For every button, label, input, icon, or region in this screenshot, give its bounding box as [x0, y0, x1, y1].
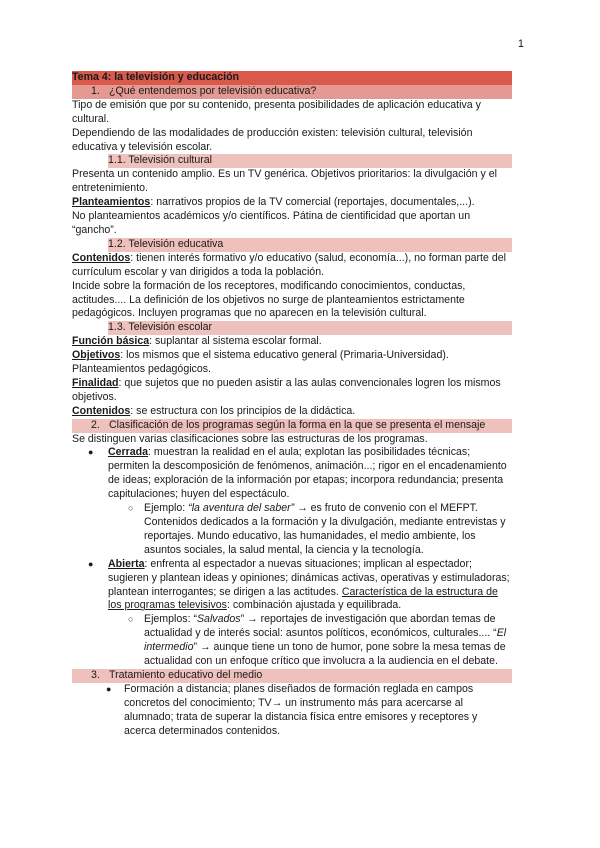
finalidad-text: : que sujetos que no pueden asistir a las aulas convencionales logren los mismos objetivos. — [72, 376, 501, 403]
term-funcion-basica: Función básica — [72, 335, 150, 348]
objetivos-text: : los mismos que el sistema educativo general (Primaria-Universidad). Planteamientos pedagógicos. — [72, 349, 449, 376]
subsection-1-3-paragraph-3 — [72, 377, 512, 405]
section-1-heading — [72, 85, 512, 99]
subsection-1-1-heading — [108, 154, 512, 168]
section-2-title: Clasificación de los programas según la forma en la que se presenta el mensaje — [109, 418, 486, 431]
list-item-cerrada — [72, 446, 512, 502]
bullet-circle-icon: ○ — [128, 614, 134, 625]
term-contenidos-escolar: Contenidos — [72, 404, 131, 417]
list-item-example-aventura — [72, 502, 512, 558]
subsection-1-1-paragraph-3: No planteamientos académicos y/o científicos. Pátina de cientificidad que aportan un “gancho”. — [72, 210, 471, 236]
planteamientos-text: : narrativos propios de la TV comercial (reportajes, documentales,...). — [150, 196, 475, 209]
contenidos-escolar-text: : se estructura con los principios de la didáctica. — [130, 404, 356, 417]
document-body — [72, 71, 512, 739]
abierta-text: : enfrenta al espectador a nuevas situaciones; implican al espectador; sugieren y plantean ideas y opiniones; dinámicas activas, operativas y estimuladoras; plantean interrogantes; se dirigen a las actitudes. — [108, 557, 510, 598]
bullet-circle-icon: ○ — [128, 503, 134, 514]
example-title-salvados: Salvados — [196, 613, 241, 626]
section-1-paragraph-1: Tipo de emisión que por su contenido, presenta posibilidades de aplicación educativa y cultural. — [72, 98, 481, 125]
bullet-dot-icon: ● — [88, 558, 94, 569]
subsection-1-1-paragraph-2 — [72, 196, 512, 210]
bullet-dot-icon: ● — [88, 447, 94, 458]
term-finalidad: Finalidad — [72, 376, 119, 389]
example-intermedio-text: ” → aunque tiene un tono de humor, pone sobre la mesa temas de actualidad con un enfoque crítico que involucra a la audiencia en el debate. — [144, 641, 506, 668]
example-aventura-text: → es fruto de convenio con el MEFPT. Contenidos dedicados a la formación y la divulgación, mediante entrevistas y reportajes. Mundo educativo, las humanidades, el medio ambiente, los asuntos sociales, la salud mental, la ciencia y la tecnología. — [144, 502, 506, 556]
subsection-1-3-title: 1.3. Televisión escolar — [108, 321, 213, 334]
subsection-1-2-paragraph-1 — [72, 252, 512, 280]
formacion-distancia-text: Formación a distancia; planes diseñados de formación reglada en campos concretos del conocimiento; TV→ un instrumento más para acercarse al alumnado; trata de superar la distancia física entre emisores y receptores y acerca determinados contenidos. — [124, 682, 478, 737]
list-item-formacion-distancia — [72, 683, 512, 739]
contenidos-text: : tienen interés formativo y/o educativo (salud, economía...), no forman parte del currículum escolar y van dirigidos a toda la población. — [72, 251, 506, 278]
section-2-heading — [72, 419, 512, 433]
subsection-1-3-heading — [108, 321, 512, 335]
list-item-examples-salvados — [72, 613, 512, 669]
section-3-title: Tratamiento educativo del medio — [109, 668, 263, 681]
subsection-1-3-paragraph-2 — [72, 349, 512, 377]
funcion-basica-text: : suplantar al sistema escolar formal. — [149, 335, 322, 348]
section-3-number: 3. — [91, 668, 100, 681]
example-title-aventura: “la aventura del saber” — [188, 502, 295, 515]
page-number: 1 — [517, 38, 524, 50]
abierta-underlined-phrase: Característica de la estructura de los programas televisivos — [108, 585, 498, 612]
section-2-number: 2. — [91, 418, 100, 431]
section-1-paragraph-2: Dependiendo de las modalidades de producción existen: televisión cultural, televisión educativa y televisión escolar. — [72, 126, 473, 153]
cerrada-text: : muestran la realidad en el aula; explotan las posibilidades técnicas; permiten la descomposición de fenómenos, animación...; rigor en el encadenamiento de ideas; exploración de la información por etapas; incorpora redundancia; presenta capitulaciones; huyen del espectáculo. — [108, 446, 507, 501]
section-3-heading — [72, 669, 512, 683]
subsection-1-1-paragraph-1: Presenta un contenido amplio. Es un TV genérica. Objetivos prioritarios: la divulgación y el entretenimiento. — [72, 168, 497, 195]
term-contenidos: Contenidos — [72, 251, 131, 264]
bullet-dot-icon: ● — [106, 683, 112, 694]
subsection-1-2-title: 1.2. Televisión educativa — [108, 237, 224, 250]
section-2-list — [72, 446, 512, 669]
subsection-1-3-paragraph-4 — [72, 405, 512, 419]
example-title-intermedio: El intermedio — [144, 627, 507, 654]
subsection-1-3-paragraph-1 — [72, 335, 512, 349]
list-item-abierta — [72, 558, 512, 614]
section-1-title: ¿Qué entendemos por televisión educativa? — [109, 84, 317, 97]
abierta-tail: : combinación ajustada y equilibrada. — [226, 599, 402, 612]
section-3-list — [72, 683, 512, 739]
subsection-1-1-title: 1.1. Televisión cultural — [108, 154, 213, 167]
document-title: Tema 4: la televisión y educación — [72, 71, 512, 85]
example-prefix: Ejemplo: — [144, 502, 189, 515]
term-objetivos: Objetivos — [72, 349, 121, 362]
term-planteamientos: Planteamientos — [72, 196, 151, 209]
subsection-1-2-paragraph-2: Incide sobre la formación de los receptores, modificando conocimientos, conductas, actitudes.... La definición de los objetivos no surge de planteamientos estrictamente pedagógicos. Incluyen programas que no aparecen en la televisión cultural. — [72, 279, 466, 320]
term-abierta: Abierta — [108, 557, 145, 570]
section-2-intro: Se distinguen varias clasificaciones sobre las estructuras de los programas. — [72, 432, 428, 445]
subsection-1-2-heading — [108, 238, 512, 252]
examples-prefix: Ejemplos: “ — [144, 613, 197, 626]
term-cerrada: Cerrada — [108, 446, 149, 459]
example-salvados-text: ” → reportajes de investigación que abordan temas de actualidad y de interés social: asuntos políticos, económicos, culturales.... “ — [144, 613, 497, 640]
section-1-number: 1. — [91, 84, 100, 97]
